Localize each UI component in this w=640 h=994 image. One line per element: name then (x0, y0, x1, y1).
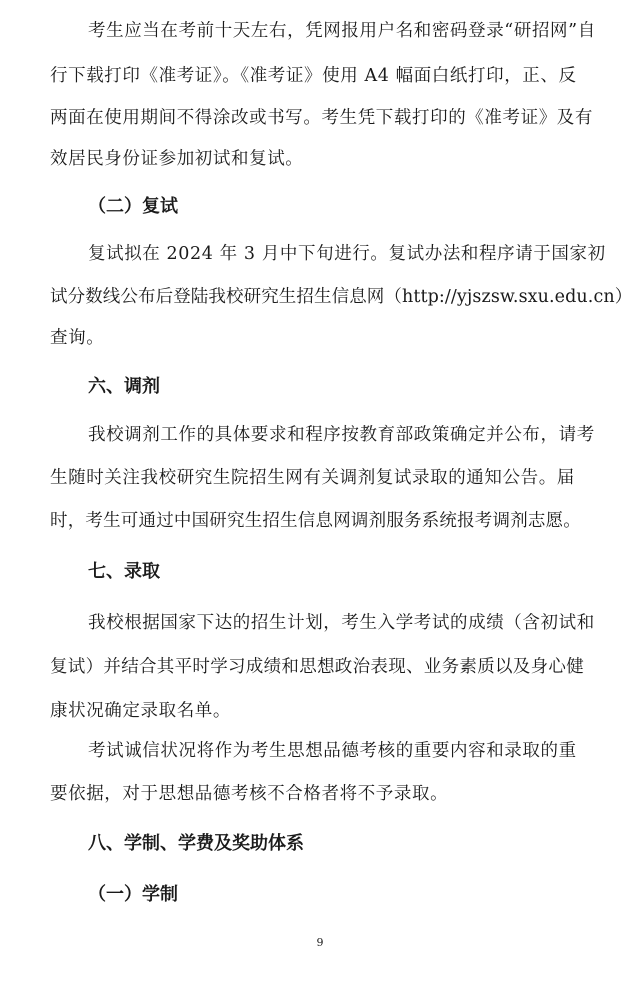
adjustment-heading: 六、调剂 (88, 376, 160, 397)
adjustment-line-2: 生随时关注我校研究生院招生网有关调剂复试录取的通知公告。届 (50, 468, 575, 488)
retest-line-1: 复试拟在 2024 年 3 月中下旬进行。复试办法和程序请于国家初 (88, 244, 606, 264)
admission-p2-line-1: 考试诚信状况将作为考生思想品德考核的重要内容和录取的重 (88, 741, 577, 761)
system-heading: 八、学制、学费及奖助体系 (88, 833, 304, 854)
admission-p2-line-2: 要依据，对于思想品德考核不合格者将不予录取。 (50, 784, 449, 804)
admission-ticket-line-4: 效居民身份证参加初试和复试。 (50, 149, 304, 169)
admission-p1-line-1: 我校根据国家下达的招生计划，考生入学考试的成绩（含初试和 (88, 613, 595, 633)
admission-ticket-line-3: 两面在使用期间不得涂改或书写。考生凭下载打印的《准考证》及有 (50, 108, 593, 128)
admission-p1-line-2: 复试）并结合其平时学习成绩和思想政治表现、业务素质以及身心健 (50, 657, 584, 677)
system-subheading: （一）学制 (88, 884, 178, 905)
retest-heading: （二）复试 (88, 196, 178, 217)
adjustment-line-1: 我校调剂工作的具体要求和程序按教育部政策确定并公布，请考 (88, 425, 595, 445)
page-number: 9 (316, 936, 324, 949)
admission-p1-line-3: 康状况确定录取名单。 (50, 701, 231, 721)
retest-line-2: 试分数线公布后登陆我校研究生招生信息网（http://yjszsw.sxu.edu.cn） (50, 287, 633, 307)
admission-ticket-line-2: 行下载打印《准考证》。《准考证》使用 A4 幅面白纸打印，正、反 (50, 66, 577, 86)
adjustment-line-3: 时，考生可通过中国研究生招生信息网调剂服务系统报考调剂志愿。 (50, 511, 581, 531)
retest-line-3: 查询。 (50, 328, 105, 348)
admission-heading: 七、录取 (88, 561, 160, 582)
admission-ticket-line-1: 考生应当在考前十天左右，凭网报用户名和密码登录“研招网”自 (88, 21, 596, 41)
